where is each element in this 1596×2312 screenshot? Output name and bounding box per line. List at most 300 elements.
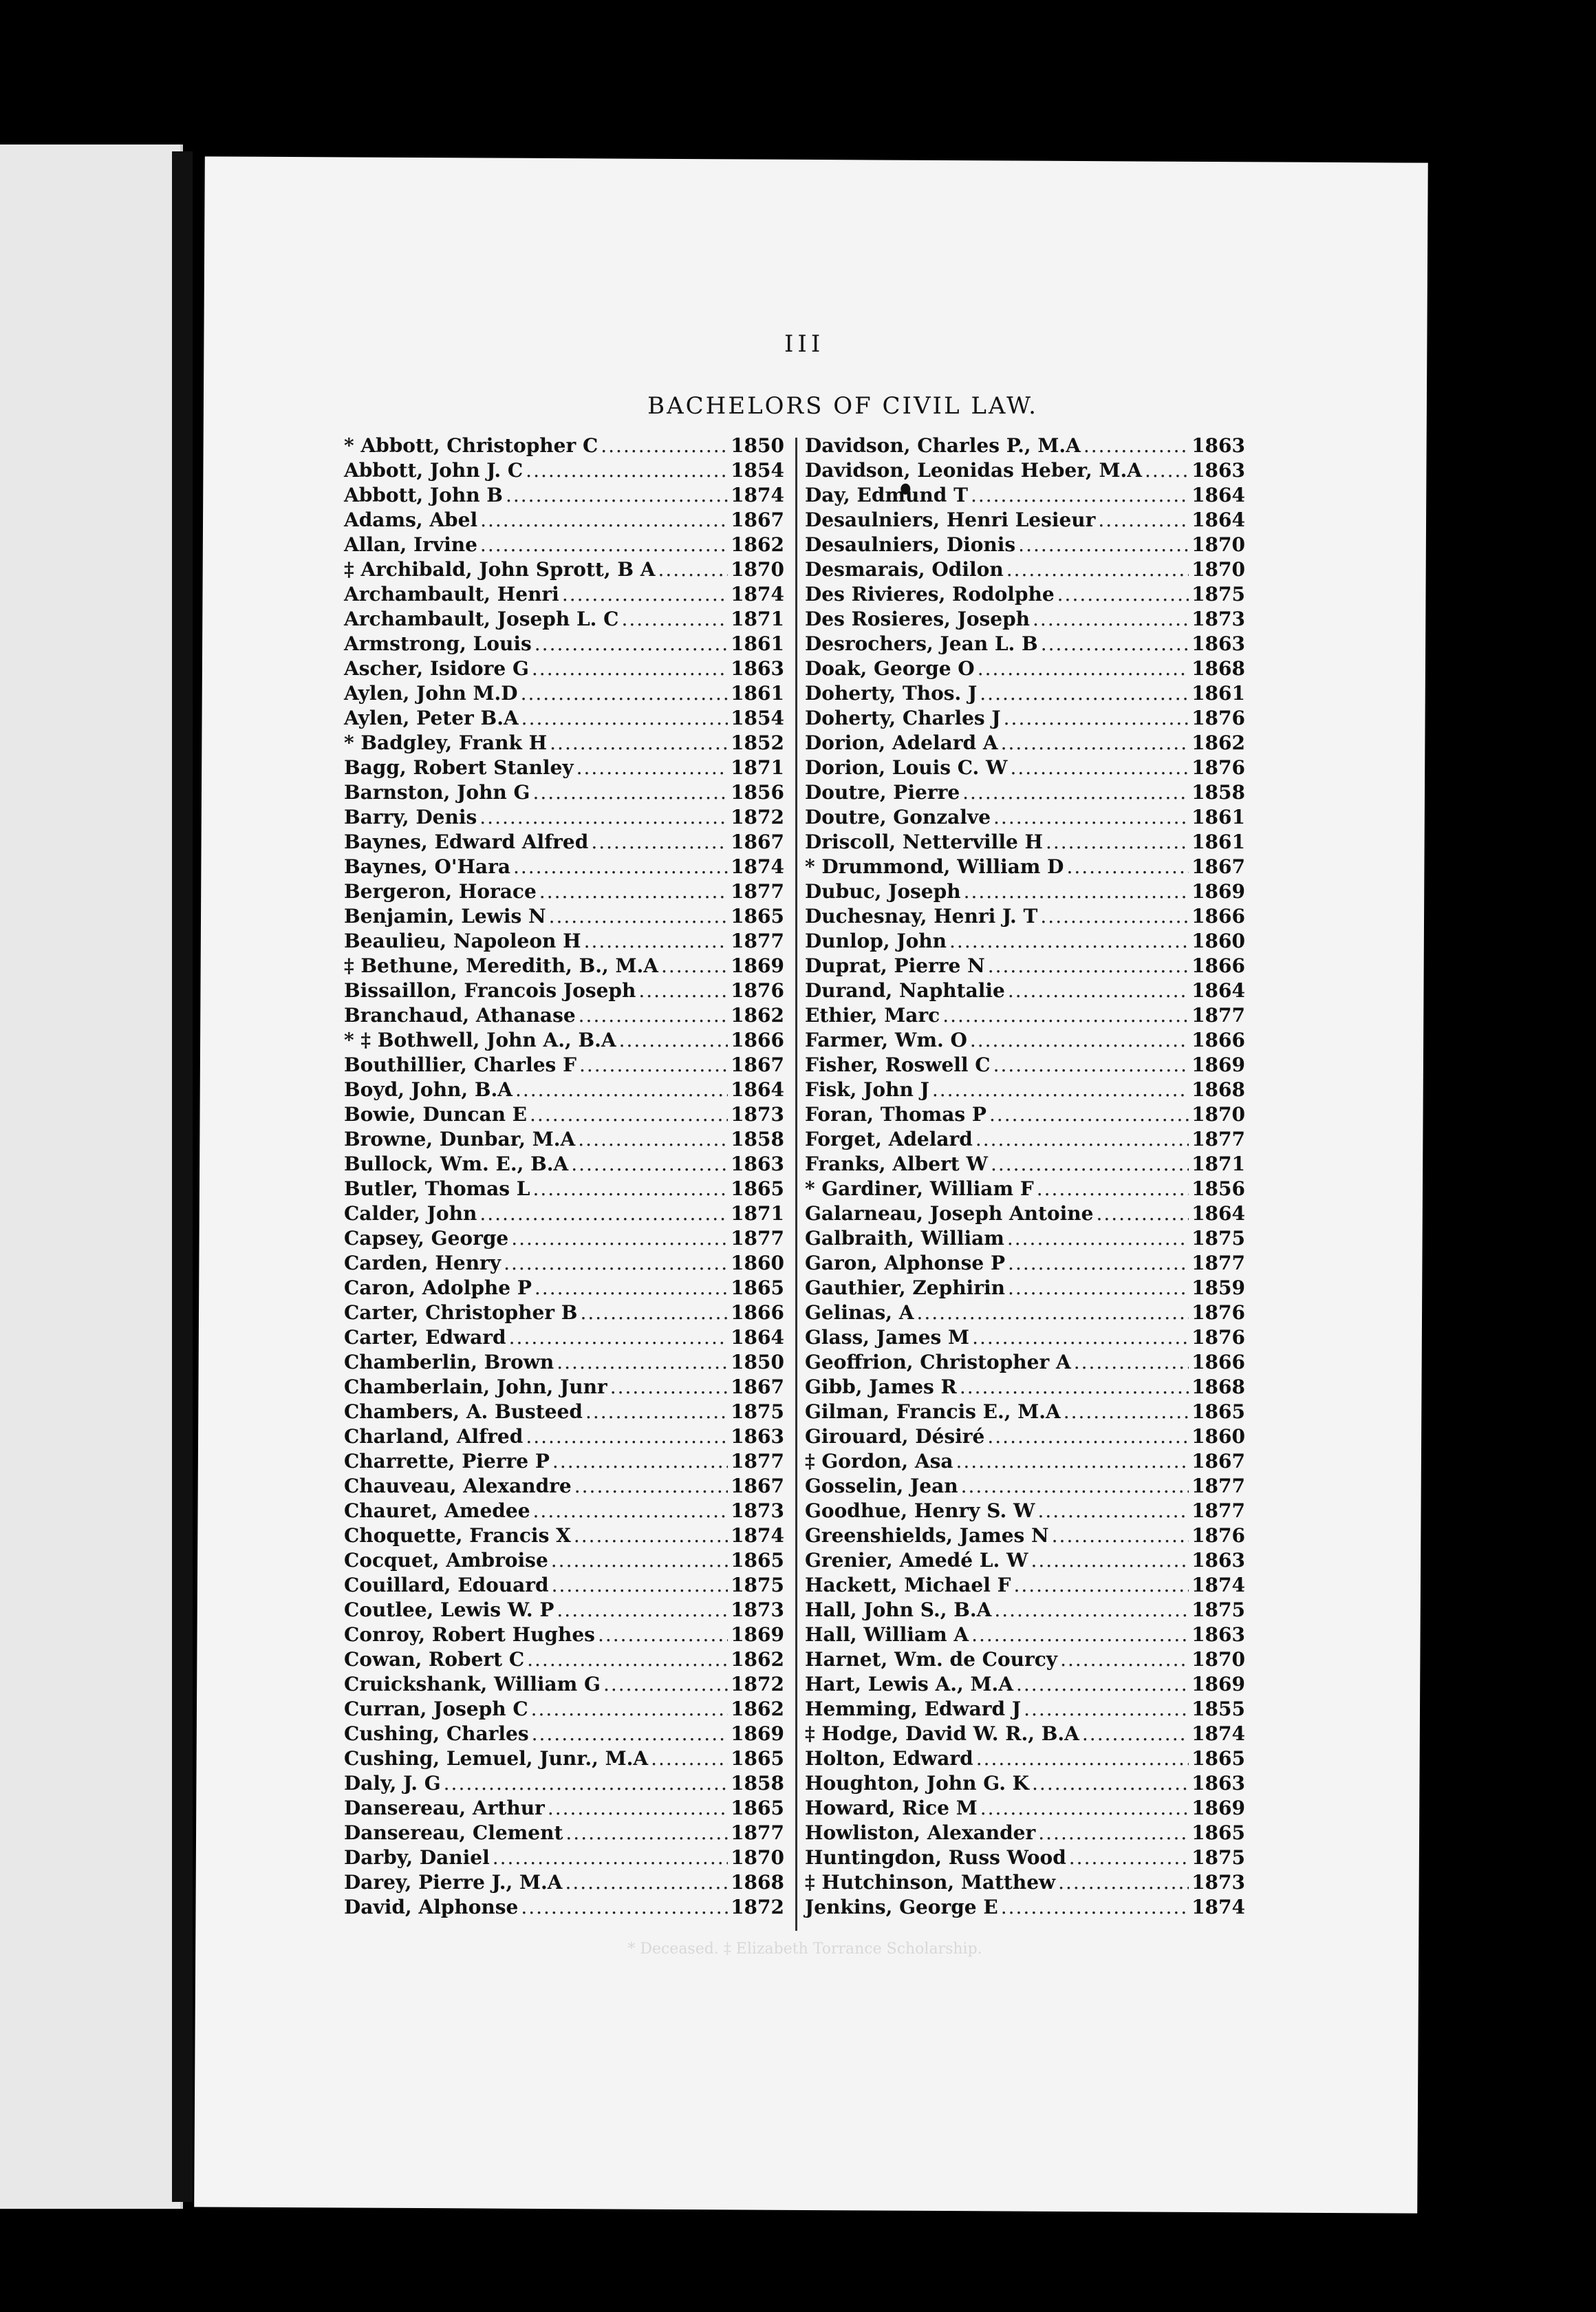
list-item — [805, 1350, 1245, 1375]
dot-leader — [535, 1276, 728, 1300]
dot-leader — [994, 1598, 1189, 1623]
dot-leader — [1069, 1845, 1189, 1870]
list-item — [805, 508, 1245, 533]
entry-year: 1867 — [1191, 855, 1245, 878]
entry-name: Archambault, Henri — [344, 583, 559, 606]
dot-leader — [552, 1449, 728, 1474]
dot-leader — [610, 1375, 728, 1400]
dot-leader — [1004, 706, 1189, 731]
entry-name: Chauret, Amedee — [344, 1499, 530, 1522]
entry-year: 1866 — [731, 1301, 784, 1324]
list-item — [344, 1672, 784, 1697]
entry-name: * Gardiner, William F — [805, 1177, 1034, 1200]
list-item — [805, 1102, 1245, 1127]
entry-year: 1866 — [1191, 954, 1245, 977]
entry-year: 1863 — [1191, 434, 1245, 457]
entry-name: Franks, Albert W — [805, 1153, 988, 1175]
list-item — [805, 1598, 1245, 1623]
entry-year: 1865 — [731, 1177, 784, 1200]
list-item — [344, 681, 784, 706]
dot-leader — [1083, 434, 1189, 458]
list-item — [344, 1895, 784, 1920]
dot-leader — [513, 855, 728, 879]
list-item — [344, 1424, 784, 1449]
entry-year: 1865 — [731, 1797, 784, 1819]
entry-name: Glass, James M — [805, 1326, 970, 1349]
entry-name: Coutlee, Lewis W. P — [344, 1598, 554, 1621]
entry-year: 1864 — [1191, 509, 1245, 531]
dot-leader — [535, 632, 728, 656]
list-item — [344, 978, 784, 1003]
list-item — [344, 805, 784, 830]
dot-leader — [1052, 1523, 1189, 1548]
list-item — [805, 1003, 1245, 1028]
entry-name: Darby, Daniel — [344, 1846, 490, 1869]
entry-year: 1858 — [731, 1772, 784, 1795]
dot-leader — [1024, 1697, 1189, 1722]
entry-name: Davidson, Leonidas Heber, M.A — [805, 459, 1142, 482]
dot-leader — [987, 1424, 1189, 1449]
list-item — [805, 1821, 1245, 1845]
entry-name: Darey, Pierre J., M.A — [344, 1871, 563, 1894]
entry-year: 1861 — [731, 632, 784, 655]
page-heading: BACHELORS OF CIVIL LAW. — [647, 392, 1038, 420]
list-item — [344, 706, 784, 731]
entry-name: Bullock, Wm. E., B.A — [344, 1153, 569, 1175]
entry-name: ‡ Hutchinson, Matthew — [805, 1871, 1056, 1894]
dot-leader — [493, 1845, 728, 1870]
dot-leader — [511, 1226, 728, 1251]
list-item — [344, 904, 784, 929]
entry-year: 1864 — [1191, 979, 1245, 1002]
entry-year: 1874 — [731, 484, 784, 506]
list-item — [805, 1647, 1245, 1672]
entry-year: 1867 — [731, 1376, 784, 1398]
list-item — [344, 756, 784, 780]
entry-year: 1870 — [731, 1846, 784, 1869]
entry-year: 1875 — [731, 1400, 784, 1423]
entry-year: 1876 — [1191, 756, 1245, 779]
entry-name: Bissaillon, Francois Joseph — [344, 979, 636, 1002]
dot-leader — [991, 1152, 1189, 1177]
entry-name: Desrochers, Jean L. B — [805, 632, 1038, 655]
facing-page-edge — [0, 144, 183, 2209]
dot-leader — [521, 706, 728, 731]
entry-name: Hall, William A — [805, 1623, 969, 1646]
dot-leader — [557, 1598, 728, 1623]
dot-leader — [970, 1028, 1189, 1053]
dot-leader — [1008, 1276, 1189, 1300]
dot-leader — [551, 1548, 728, 1573]
entry-name: Dorion, Adelard A — [805, 731, 998, 754]
list-item — [805, 1722, 1245, 1746]
list-item — [344, 954, 784, 978]
entry-name: Grenier, Amedé L. W — [805, 1549, 1028, 1572]
list-item — [344, 1573, 784, 1598]
entry-year: 1869 — [1191, 880, 1245, 903]
entry-name: Carter, Christopher B — [344, 1301, 578, 1324]
entry-year: 1861 — [1191, 806, 1245, 828]
dot-leader — [989, 1102, 1189, 1127]
list-item — [344, 1697, 784, 1722]
entry-name: Girouard, Désiré — [805, 1425, 985, 1448]
entry-name: Gibb, James R — [805, 1376, 957, 1398]
list-item — [344, 879, 784, 904]
dot-leader — [993, 805, 1189, 830]
list-item — [805, 1276, 1245, 1300]
entry-name: Doutre, Gonzalve — [805, 806, 991, 828]
entry-year: 1869 — [1191, 1673, 1245, 1695]
entry-name: Baynes, O'Hara — [344, 855, 510, 878]
dot-leader — [961, 1474, 1189, 1499]
list-item — [805, 1523, 1245, 1548]
list-item — [344, 1647, 784, 1672]
entry-name: Cocquet, Ambroise — [344, 1549, 548, 1572]
entry-year: 1876 — [1191, 1301, 1245, 1324]
entry-name: Fisher, Roswell C — [805, 1053, 991, 1076]
dot-leader — [533, 1499, 729, 1523]
entry-year: 1875 — [1191, 1846, 1245, 1869]
entry-name: Greenshields, James N — [805, 1524, 1049, 1547]
dot-leader — [988, 954, 1189, 978]
entry-year: 1863 — [1191, 1623, 1245, 1646]
list-item — [344, 1300, 784, 1325]
entry-name: Bergeron, Horace — [344, 880, 537, 903]
entry-name: Howliston, Alexander — [805, 1821, 1036, 1844]
entry-year: 1862 — [731, 1648, 784, 1671]
entry-name: Barnston, John G — [344, 781, 530, 804]
entry-name: Duprat, Pierre N — [805, 954, 985, 977]
entry-name: Allan, Irvine — [344, 533, 477, 556]
dot-leader — [601, 434, 728, 458]
entry-year: 1863 — [1191, 459, 1245, 482]
list-item — [805, 1300, 1245, 1325]
dot-leader — [960, 1375, 1189, 1400]
list-item — [805, 805, 1245, 830]
entry-name: ‡ Bethune, Meredith, B., M.A — [344, 954, 658, 977]
dot-leader — [532, 1722, 728, 1746]
entry-name: Davidson, Charles P., M.A — [805, 434, 1081, 457]
entry-name: Bouthillier, Charles F — [344, 1053, 576, 1076]
entry-year: 1867 — [731, 1475, 784, 1497]
list-item — [344, 1722, 784, 1746]
entry-year: 1861 — [1191, 682, 1245, 705]
entry-year: 1863 — [731, 1425, 784, 1448]
list-item — [805, 855, 1245, 879]
entry-name: Desaulniers, Dionis — [805, 533, 1016, 556]
footnote: * Deceased. ‡ Elizabeth Torrance Scholarship. — [627, 1940, 982, 1958]
dot-leader — [1008, 978, 1189, 1003]
list-item — [344, 1226, 784, 1251]
entry-name: Fisk, John J — [805, 1078, 929, 1101]
dot-leader — [565, 1821, 728, 1845]
entry-year: 1876 — [1191, 1326, 1245, 1349]
entry-year: 1863 — [731, 1153, 784, 1175]
dot-leader — [658, 557, 728, 582]
list-item — [344, 1325, 784, 1350]
list-item — [344, 1523, 784, 1548]
list-item — [344, 533, 784, 557]
entry-year: 1867 — [731, 509, 784, 531]
right-column — [805, 434, 1245, 1920]
entry-name: ‡ Archibald, John Sprott, B A — [344, 558, 656, 581]
dot-leader — [1145, 458, 1189, 483]
dot-leader — [1064, 1400, 1189, 1424]
list-item — [805, 1870, 1245, 1895]
entry-name: Curran, Joseph C — [344, 1698, 528, 1720]
entry-year: 1876 — [1191, 1524, 1245, 1547]
list-item — [344, 1821, 784, 1845]
entry-name: Chamberlain, John, Junr — [344, 1376, 607, 1398]
list-item — [344, 1053, 784, 1078]
entry-name: ‡ Gordon, Asa — [805, 1450, 953, 1473]
list-item — [805, 1152, 1245, 1177]
list-item — [805, 607, 1245, 632]
list-item — [344, 1127, 784, 1152]
dot-leader — [1006, 557, 1189, 582]
entry-name: Foran, Thomas P — [805, 1103, 986, 1126]
entry-year: 1865 — [1191, 1400, 1245, 1423]
entry-name: Farmer, Wm. O — [805, 1029, 967, 1051]
dot-leader — [580, 1300, 728, 1325]
list-item — [344, 1152, 784, 1177]
list-item — [805, 681, 1245, 706]
entry-name: Chambers, A. Busteed — [344, 1400, 583, 1423]
dot-leader — [1074, 1350, 1189, 1375]
entry-name: Des Rivieres, Rodolphe — [805, 583, 1055, 606]
entry-name: Ascher, Isidore G — [344, 657, 529, 680]
entry-name: Dunlop, John — [805, 930, 947, 952]
list-item — [805, 1499, 1245, 1523]
list-item — [344, 458, 784, 483]
entry-year: 1860 — [731, 1252, 784, 1274]
entry-year: 1850 — [731, 434, 784, 457]
entry-name: Bowie, Duncan E — [344, 1103, 528, 1126]
list-item — [805, 1573, 1245, 1598]
entry-year: 1872 — [731, 1896, 784, 1918]
entry-name: Conroy, Robert Hughes — [344, 1623, 595, 1646]
entry-name: Durand, Naphtalie — [805, 979, 1005, 1002]
dot-leader — [591, 830, 728, 855]
dot-leader — [1008, 1251, 1189, 1276]
entry-name: Gelinas, A — [805, 1301, 914, 1324]
list-item — [344, 1102, 784, 1127]
entry-name: Archambault, Joseph L. C — [344, 608, 619, 630]
list-item — [344, 1276, 784, 1300]
entry-name: Cushing, Charles — [344, 1722, 529, 1745]
list-item — [805, 434, 1245, 458]
dot-leader — [515, 1078, 728, 1102]
entry-year: 1865 — [1191, 1747, 1245, 1770]
entry-year: 1870 — [1191, 1648, 1245, 1671]
dot-leader — [1013, 1573, 1189, 1598]
entry-year: 1854 — [731, 707, 784, 729]
dot-leader — [971, 483, 1189, 508]
entry-year: 1869 — [731, 954, 784, 977]
dot-leader — [526, 458, 728, 483]
entry-year: 1875 — [731, 1574, 784, 1596]
entry-name: Dansereau, Arthur — [344, 1797, 545, 1819]
list-item — [805, 1771, 1245, 1796]
entry-name: ‡ Hodge, David W. R., B.A — [805, 1722, 1079, 1745]
list-item — [805, 954, 1245, 978]
dot-leader — [619, 1028, 728, 1053]
entry-year: 1874 — [731, 1524, 784, 1547]
entry-year: 1864 — [731, 1078, 784, 1101]
dot-leader — [1040, 904, 1189, 929]
entry-year: 1862 — [731, 1004, 784, 1027]
dot-leader — [539, 879, 728, 904]
dot-leader — [1037, 1177, 1189, 1201]
dot-leader — [531, 1697, 728, 1722]
entry-year: 1862 — [731, 533, 784, 556]
entry-name: Hackett, Michael F — [805, 1574, 1011, 1596]
entry-name: Aylen, Peter B.A — [344, 707, 519, 729]
entry-name: Jenkins, George E — [805, 1896, 998, 1918]
dot-leader — [1060, 1647, 1189, 1672]
entry-name: * Drummond, William D — [805, 855, 1064, 878]
list-item — [805, 557, 1245, 582]
entry-name: Baynes, Edward Alfred — [344, 831, 589, 853]
entry-name: Ethier, Marc — [805, 1004, 940, 1027]
entry-year: 1870 — [1191, 1103, 1245, 1126]
dot-leader — [530, 1102, 728, 1127]
entry-name: Dorion, Louis C. W — [805, 756, 1008, 779]
list-item — [344, 1350, 784, 1375]
list-item — [344, 830, 784, 855]
entry-name: Cowan, Robert C — [344, 1648, 525, 1671]
dot-leader — [1038, 1821, 1189, 1845]
entry-year: 1855 — [1191, 1698, 1245, 1720]
dot-leader — [949, 929, 1189, 954]
entry-name: Houghton, John G. K — [805, 1772, 1030, 1795]
list-item — [805, 1078, 1245, 1102]
entry-year: 1858 — [731, 1128, 784, 1150]
list-item — [805, 1251, 1245, 1276]
entry-name: Driscoll, Netterville H — [805, 831, 1043, 853]
entry-name: Carter, Edward — [344, 1326, 506, 1349]
list-item — [805, 1325, 1245, 1350]
list-item — [805, 929, 1245, 954]
entry-name: Abbott, John B — [344, 484, 503, 506]
entry-year: 1873 — [1191, 608, 1245, 630]
entry-name: Choquette, Francis X — [344, 1524, 571, 1547]
entry-year: 1868 — [1191, 1078, 1245, 1101]
dot-leader — [1057, 582, 1189, 607]
list-item — [344, 1028, 784, 1053]
list-item — [805, 1375, 1245, 1400]
entry-name: Armstrong, Louis — [344, 632, 532, 655]
entry-name: Galbraith, William — [805, 1227, 1004, 1250]
entry-name: Browne, Dunbar, M.A — [344, 1128, 576, 1150]
list-item — [344, 1003, 784, 1028]
list-item — [344, 1201, 784, 1226]
dot-leader — [576, 756, 728, 780]
dot-leader — [444, 1771, 728, 1796]
entry-year: 1874 — [1191, 1574, 1245, 1596]
entry-year: 1874 — [1191, 1896, 1245, 1918]
dot-leader — [562, 582, 728, 607]
entry-year: 1870 — [1191, 558, 1245, 581]
entry-name: Des Rosieres, Joseph — [805, 608, 1031, 630]
entry-year: 1873 — [731, 1598, 784, 1621]
dot-leader — [584, 929, 728, 954]
list-item — [344, 1796, 784, 1821]
entry-name: Beaulieu, Napoleon H — [344, 930, 581, 952]
list-item — [805, 656, 1245, 681]
entry-name: Geoffrion, Christopher A — [805, 1351, 1071, 1373]
dot-leader — [1031, 1548, 1189, 1573]
list-item — [344, 1598, 784, 1623]
list-item — [805, 1201, 1245, 1226]
entry-name: Daly, J. G — [344, 1772, 441, 1795]
entry-year: 1863 — [1191, 1549, 1245, 1572]
entry-year: 1871 — [731, 1202, 784, 1225]
entry-year: 1861 — [1191, 831, 1245, 853]
entry-name: Chamberlin, Brown — [344, 1351, 554, 1373]
list-item — [344, 1499, 784, 1523]
dot-leader — [480, 508, 728, 533]
dot-leader — [1082, 1722, 1189, 1746]
entry-year: 1858 — [1191, 781, 1245, 804]
entry-year: 1863 — [731, 657, 784, 680]
dot-leader — [598, 1623, 728, 1647]
entry-name: Butler, Thomas L — [344, 1177, 530, 1200]
entry-year: 1874 — [731, 583, 784, 606]
entry-year: 1874 — [731, 855, 784, 878]
entry-name: Couillard, Edouard — [344, 1574, 549, 1596]
dot-leader — [1016, 1672, 1189, 1697]
page-number: III — [784, 330, 825, 358]
entry-year: 1870 — [731, 558, 784, 581]
entry-name: Howard, Rice M — [805, 1797, 978, 1819]
dot-leader — [942, 1003, 1189, 1028]
entry-year: 1866 — [1191, 1351, 1245, 1373]
entry-name: Cruickshank, William G — [344, 1673, 601, 1695]
entry-name: Doutre, Pierre — [805, 781, 960, 804]
entry-year: 1860 — [1191, 1425, 1245, 1448]
entry-year: 1869 — [1191, 1053, 1245, 1076]
entry-year: 1865 — [1191, 1821, 1245, 1844]
entry-name: Charrette, Pierre P — [344, 1450, 550, 1473]
entry-name: Chauveau, Alexandre — [344, 1475, 572, 1497]
dot-leader — [638, 978, 728, 1003]
entry-year: 1850 — [731, 1351, 784, 1373]
dot-leader — [971, 1623, 1189, 1647]
dot-leader — [579, 1053, 728, 1078]
list-item — [344, 1449, 784, 1474]
list-item — [805, 731, 1245, 756]
entry-year: 1867 — [731, 1053, 784, 1076]
list-item — [805, 483, 1245, 508]
dot-leader — [1032, 1771, 1189, 1796]
entry-year: 1875 — [1191, 1598, 1245, 1621]
entry-name: * ‡ Bothwell, John A., B.A — [344, 1029, 616, 1051]
list-item — [805, 1548, 1245, 1573]
entry-name: * Badgley, Frank H — [344, 731, 548, 754]
dot-leader — [579, 1003, 728, 1028]
list-item — [344, 632, 784, 656]
list-item — [805, 1400, 1245, 1424]
entry-year: 1870 — [1191, 533, 1245, 556]
entry-year: 1876 — [1191, 707, 1245, 729]
entry-name: Forget, Adelard — [805, 1128, 973, 1150]
entry-year: 1871 — [1191, 1153, 1245, 1175]
entry-year: 1856 — [731, 781, 784, 804]
dot-leader — [1096, 1201, 1189, 1226]
entry-year: 1877 — [1191, 1252, 1245, 1274]
entry-name: * Abbott, Christopher C — [344, 434, 598, 457]
